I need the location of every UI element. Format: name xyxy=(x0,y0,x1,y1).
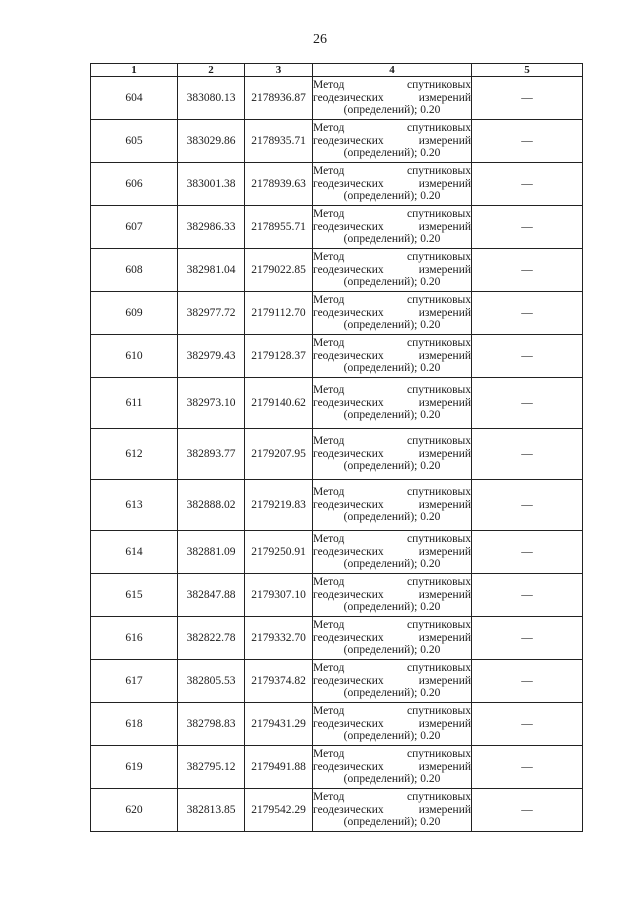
method-cell xyxy=(313,703,472,746)
x-coordinate-cell: 382979.43 xyxy=(178,335,245,378)
method-line-1 xyxy=(313,337,471,350)
y-coordinate-cell: 2179374.82 xyxy=(245,660,313,703)
method-cell xyxy=(313,746,472,789)
method-line-1 xyxy=(313,435,471,448)
y-coordinate-cell: 2179491.88 xyxy=(245,746,313,789)
method-word-2: спутниковых xyxy=(406,486,471,499)
note-cell: — xyxy=(472,703,583,746)
point-number-cell: 606 xyxy=(91,163,178,206)
method-line-3: (определений); 0.20 xyxy=(343,319,441,332)
point-number-cell: 615 xyxy=(91,574,178,617)
y-coordinate-cell: 2179307.10 xyxy=(245,574,313,617)
method-word-3: геодезических xyxy=(313,588,384,601)
header-col-2: 2 xyxy=(178,64,245,77)
method-word-4: измерений xyxy=(418,447,471,460)
method-line-1 xyxy=(313,533,471,546)
x-coordinate-cell: 382847.88 xyxy=(178,574,245,617)
method-word-2: спутниковых xyxy=(406,533,471,546)
x-coordinate-cell: 382795.12 xyxy=(178,746,245,789)
method-word-3: геодезических xyxy=(313,91,384,104)
note-cell: — xyxy=(472,77,583,120)
method-line-1 xyxy=(313,705,471,718)
method-line-1 xyxy=(313,576,471,589)
method-word-3: геодезических xyxy=(313,717,384,730)
x-coordinate-cell: 382981.04 xyxy=(178,249,245,292)
method-word-4: измерений xyxy=(418,134,471,147)
method-line-2 xyxy=(313,589,471,602)
method-line-2 xyxy=(313,804,471,817)
table-row xyxy=(91,703,583,746)
header-col-1: 1 xyxy=(91,64,178,77)
method-word-1: Метод xyxy=(313,791,345,804)
method-word-3: геодезических xyxy=(313,674,384,687)
method-line-2 xyxy=(313,264,471,277)
method-line-1 xyxy=(313,662,471,675)
x-coordinate-cell: 382893.77 xyxy=(178,429,245,480)
y-coordinate-cell: 2179140.62 xyxy=(245,378,313,429)
method-word-2: спутниковых xyxy=(406,294,471,307)
method-word-3: геодезических xyxy=(313,498,384,511)
method-line-3: (определений); 0.20 xyxy=(343,773,441,786)
y-coordinate-cell: 2178955.71 xyxy=(245,206,313,249)
table-body xyxy=(91,77,583,832)
point-number-cell: 620 xyxy=(91,789,178,832)
method-line-1 xyxy=(313,619,471,632)
method-word-2: спутниковых xyxy=(406,337,471,350)
y-coordinate-cell: 2178936.87 xyxy=(245,77,313,120)
table-row xyxy=(91,249,583,292)
table-row xyxy=(91,789,583,832)
method-word-4: измерений xyxy=(418,349,471,362)
y-coordinate-cell: 2179022.85 xyxy=(245,249,313,292)
method-line-3: (определений); 0.20 xyxy=(343,362,441,375)
method-line-2 xyxy=(313,499,471,512)
method-line-3: (определений); 0.20 xyxy=(343,644,441,657)
method-word-2: спутниковых xyxy=(406,122,471,135)
point-number-cell: 611 xyxy=(91,378,178,429)
method-line-1 xyxy=(313,486,471,499)
table-row xyxy=(91,574,583,617)
method-word-2: спутниковых xyxy=(406,619,471,632)
x-coordinate-cell: 383001.38 xyxy=(178,163,245,206)
table-row xyxy=(91,480,583,531)
note-cell: — xyxy=(472,531,583,574)
x-coordinate-cell: 382881.09 xyxy=(178,531,245,574)
method-line-1 xyxy=(313,122,471,135)
method-word-4: измерений xyxy=(418,760,471,773)
table-row xyxy=(91,746,583,789)
method-word-2: спутниковых xyxy=(406,748,471,761)
table-row xyxy=(91,292,583,335)
method-line-3: (определений); 0.20 xyxy=(343,276,441,289)
method-word-4: измерений xyxy=(418,803,471,816)
table-row xyxy=(91,531,583,574)
x-coordinate-cell: 382813.85 xyxy=(178,789,245,832)
method-word-1: Метод xyxy=(313,533,345,546)
page-number: 26 xyxy=(313,32,327,47)
point-number-cell: 608 xyxy=(91,249,178,292)
method-line-3: (определений); 0.20 xyxy=(343,558,441,571)
method-line-2 xyxy=(313,92,471,105)
y-coordinate-cell: 2179207.95 xyxy=(245,429,313,480)
y-coordinate-cell: 2179128.37 xyxy=(245,335,313,378)
method-word-1: Метод xyxy=(313,165,345,178)
method-line-1 xyxy=(313,294,471,307)
method-word-1: Метод xyxy=(313,748,345,761)
method-word-4: измерений xyxy=(418,91,471,104)
method-word-2: спутниковых xyxy=(406,165,471,178)
method-line-2 xyxy=(313,675,471,688)
table-row xyxy=(91,163,583,206)
method-line-1 xyxy=(313,79,471,92)
method-word-2: спутниковых xyxy=(406,384,471,397)
method-line-1 xyxy=(313,251,471,264)
method-cell xyxy=(313,120,472,163)
y-coordinate-cell: 2178939.63 xyxy=(245,163,313,206)
method-word-1: Метод xyxy=(313,486,345,499)
method-line-2 xyxy=(313,350,471,363)
x-coordinate-cell: 382805.53 xyxy=(178,660,245,703)
method-line-2 xyxy=(313,307,471,320)
method-cell xyxy=(313,335,472,378)
method-word-1: Метод xyxy=(313,122,345,135)
method-word-4: измерений xyxy=(418,396,471,409)
method-word-4: измерений xyxy=(418,220,471,233)
method-cell xyxy=(313,531,472,574)
method-cell xyxy=(313,574,472,617)
method-cell xyxy=(313,163,472,206)
note-cell: — xyxy=(472,120,583,163)
method-line-1 xyxy=(313,791,471,804)
method-word-1: Метод xyxy=(313,79,345,92)
method-word-1: Метод xyxy=(313,619,345,632)
header-col-5: 5 xyxy=(472,64,583,77)
method-word-1: Метод xyxy=(313,384,345,397)
method-word-4: измерений xyxy=(418,631,471,644)
method-line-1 xyxy=(313,748,471,761)
method-line-3: (определений); 0.20 xyxy=(343,460,441,473)
method-word-1: Метод xyxy=(313,576,345,589)
x-coordinate-cell: 383080.13 xyxy=(178,77,245,120)
method-line-3: (определений); 0.20 xyxy=(343,687,441,700)
y-coordinate-cell: 2179431.29 xyxy=(245,703,313,746)
method-word-2: спутниковых xyxy=(406,208,471,221)
method-line-3: (определений); 0.20 xyxy=(343,730,441,743)
note-cell: — xyxy=(472,335,583,378)
method-word-4: измерений xyxy=(418,177,471,190)
method-line-2 xyxy=(313,448,471,461)
method-line-2 xyxy=(313,397,471,410)
method-line-3: (определений); 0.20 xyxy=(343,601,441,614)
method-line-3: (определений); 0.20 xyxy=(343,816,441,829)
method-word-2: спутниковых xyxy=(406,662,471,675)
method-word-4: измерений xyxy=(418,306,471,319)
table-row xyxy=(91,335,583,378)
method-cell xyxy=(313,617,472,660)
method-word-3: геодезических xyxy=(313,349,384,362)
method-line-1 xyxy=(313,165,471,178)
y-coordinate-cell: 2179250.91 xyxy=(245,531,313,574)
method-word-2: спутниковых xyxy=(406,576,471,589)
point-number-cell: 613 xyxy=(91,480,178,531)
note-cell: — xyxy=(472,660,583,703)
method-line-2 xyxy=(313,221,471,234)
table-row xyxy=(91,206,583,249)
point-number-cell: 604 xyxy=(91,77,178,120)
note-cell: — xyxy=(472,206,583,249)
point-number-cell: 605 xyxy=(91,120,178,163)
x-coordinate-cell: 383029.86 xyxy=(178,120,245,163)
method-word-3: геодезических xyxy=(313,396,384,409)
point-number-cell: 617 xyxy=(91,660,178,703)
method-cell xyxy=(313,77,472,120)
method-word-4: измерений xyxy=(418,717,471,730)
method-word-1: Метод xyxy=(313,294,345,307)
method-word-1: Метод xyxy=(313,208,345,221)
method-line-1 xyxy=(313,384,471,397)
y-coordinate-cell: 2179332.70 xyxy=(245,617,313,660)
method-cell xyxy=(313,480,472,531)
method-word-1: Метод xyxy=(313,662,345,675)
note-cell: — xyxy=(472,480,583,531)
x-coordinate-cell: 382798.83 xyxy=(178,703,245,746)
point-number-cell: 619 xyxy=(91,746,178,789)
y-coordinate-cell: 2179219.83 xyxy=(245,480,313,531)
note-cell: — xyxy=(472,429,583,480)
x-coordinate-cell: 382986.33 xyxy=(178,206,245,249)
method-line-2 xyxy=(313,761,471,774)
coordinates-table xyxy=(90,63,583,832)
point-number-cell: 616 xyxy=(91,617,178,660)
x-coordinate-cell: 382822.78 xyxy=(178,617,245,660)
method-line-2 xyxy=(313,546,471,559)
method-line-3: (определений); 0.20 xyxy=(343,147,441,160)
method-word-3: геодезических xyxy=(313,177,384,190)
table-header-row xyxy=(91,64,583,77)
method-line-3: (определений); 0.20 xyxy=(343,190,441,203)
method-line-2 xyxy=(313,135,471,148)
method-line-1 xyxy=(313,208,471,221)
point-number-cell: 612 xyxy=(91,429,178,480)
point-number-cell: 609 xyxy=(91,292,178,335)
method-line-2 xyxy=(313,178,471,191)
point-number-cell: 614 xyxy=(91,531,178,574)
method-word-3: геодезических xyxy=(313,760,384,773)
method-line-3: (определений); 0.20 xyxy=(343,233,441,246)
note-cell: — xyxy=(472,746,583,789)
y-coordinate-cell: 2178935.71 xyxy=(245,120,313,163)
method-line-3: (определений); 0.20 xyxy=(343,409,441,422)
method-word-4: измерений xyxy=(418,588,471,601)
method-word-2: спутниковых xyxy=(406,791,471,804)
method-word-3: геодезических xyxy=(313,545,384,558)
method-word-3: геодезических xyxy=(313,263,384,276)
table-row xyxy=(91,429,583,480)
method-word-3: геодезических xyxy=(313,447,384,460)
note-cell: — xyxy=(472,574,583,617)
note-cell: — xyxy=(472,617,583,660)
method-cell xyxy=(313,378,472,429)
method-cell xyxy=(313,249,472,292)
point-number-cell: 618 xyxy=(91,703,178,746)
method-cell xyxy=(313,429,472,480)
method-word-2: спутниковых xyxy=(406,79,471,92)
method-word-4: измерений xyxy=(418,498,471,511)
note-cell: — xyxy=(472,789,583,832)
method-word-4: измерений xyxy=(418,674,471,687)
method-word-3: геодезических xyxy=(313,220,384,233)
note-cell: — xyxy=(472,249,583,292)
method-line-2 xyxy=(313,718,471,731)
method-word-3: геодезических xyxy=(313,134,384,147)
method-word-1: Метод xyxy=(313,337,345,350)
method-line-3: (определений); 0.20 xyxy=(343,104,441,117)
method-word-1: Метод xyxy=(313,705,345,718)
method-line-2 xyxy=(313,632,471,645)
method-cell xyxy=(313,292,472,335)
method-cell xyxy=(313,206,472,249)
header-col-3: 3 xyxy=(245,64,313,77)
note-cell: — xyxy=(472,163,583,206)
point-number-cell: 610 xyxy=(91,335,178,378)
x-coordinate-cell: 382888.02 xyxy=(178,480,245,531)
method-word-2: спутниковых xyxy=(406,251,471,264)
method-word-2: спутниковых xyxy=(406,705,471,718)
method-word-3: геодезических xyxy=(313,306,384,319)
table-row xyxy=(91,378,583,429)
method-cell xyxy=(313,789,472,832)
y-coordinate-cell: 2179112.70 xyxy=(245,292,313,335)
method-word-4: измерений xyxy=(418,263,471,276)
table-row xyxy=(91,120,583,163)
note-cell: — xyxy=(472,292,583,335)
method-line-3: (определений); 0.20 xyxy=(343,511,441,524)
point-number-cell: 607 xyxy=(91,206,178,249)
method-cell xyxy=(313,660,472,703)
method-word-1: Метод xyxy=(313,251,345,264)
table-row xyxy=(91,660,583,703)
method-word-3: геодезических xyxy=(313,803,384,816)
y-coordinate-cell: 2179542.29 xyxy=(245,789,313,832)
header-col-4: 4 xyxy=(313,64,472,77)
method-word-1: Метод xyxy=(313,435,345,448)
method-word-3: геодезических xyxy=(313,631,384,644)
note-cell: — xyxy=(472,378,583,429)
x-coordinate-cell: 382973.10 xyxy=(178,378,245,429)
table-row xyxy=(91,77,583,120)
method-word-2: спутниковых xyxy=(406,435,471,448)
x-coordinate-cell: 382977.72 xyxy=(178,292,245,335)
method-word-4: измерений xyxy=(418,545,471,558)
table-row xyxy=(91,617,583,660)
